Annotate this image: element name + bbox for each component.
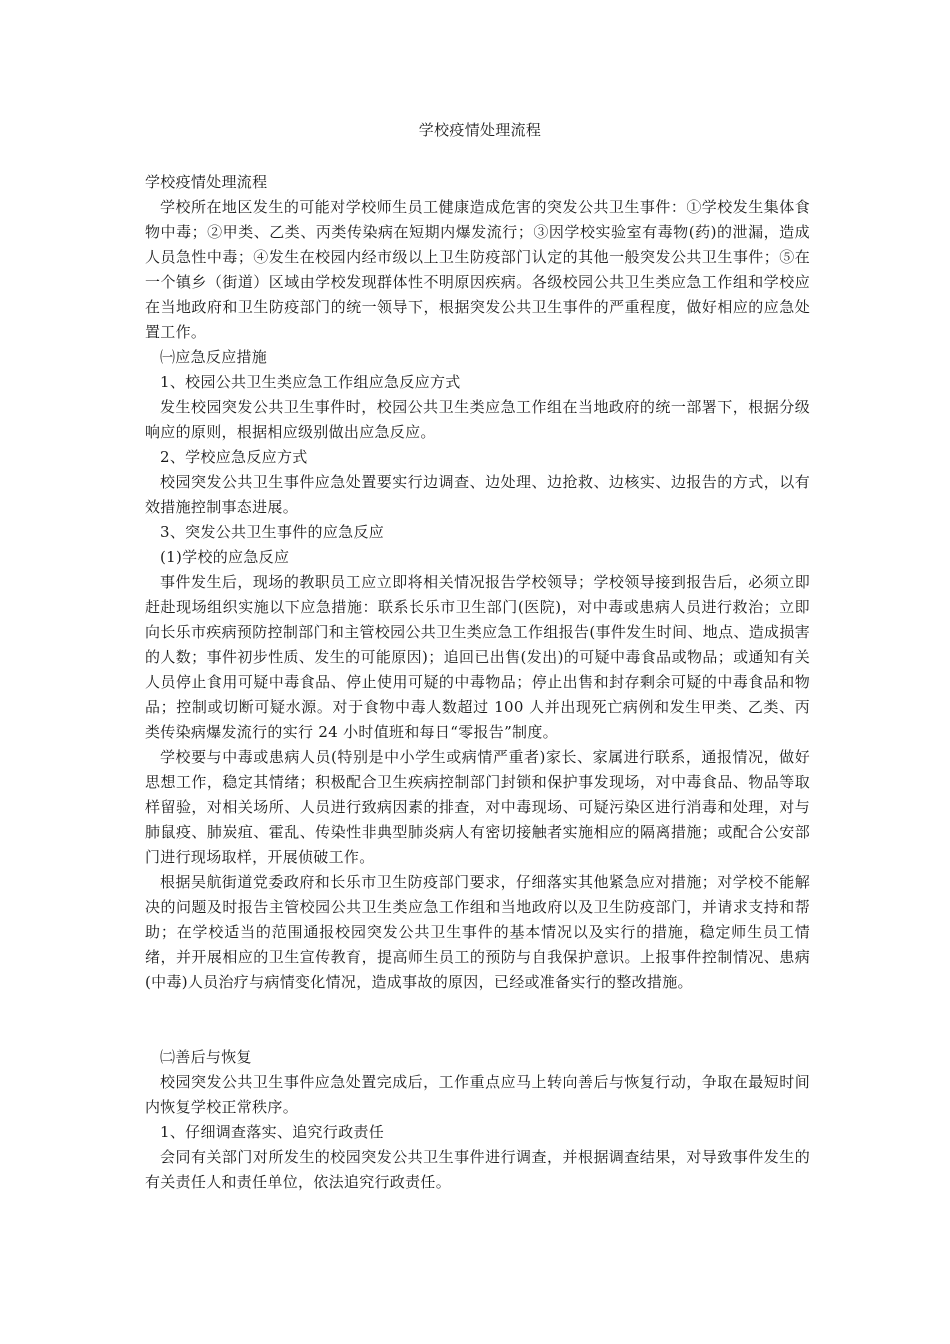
subsection-heading: 2、学校应急反应方式 bbox=[160, 448, 308, 466]
paragraph: 校园突发公共卫生事件应急处置完成后，工作重点应马上转向善后与恢复行动，争取在最短时间内恢复学校正常秩序。 bbox=[145, 1073, 810, 1116]
paragraph: 校园突发公共卫生事件应急处置要实行边调查、边处理、边抢救、边核实、边报告的方式，以有效措施控制事态进展。 bbox=[145, 473, 810, 516]
subsection-heading: 1、仔细调查落实、追究行政责任 bbox=[160, 1123, 385, 1141]
paragraph: 发生校园突发公共卫生事件时，校园公共卫生类应急工作组在当地政府的统一部署下，根据分级响应的原则，根据相应级别做出应急反应。 bbox=[145, 398, 810, 441]
paragraph: 事件发生后，现场的教职员工应立即将相关情况报告学校领导；学校领导接到报告后，必须立即赶赴现场组织实施以下应急措施：联系长乐市卫生部门(医院)，对中毒或患病人员进行救治；立即向长乐市疾病预防控制部门和主管校园公共卫生类应急工作组报告(事件发生时间、地点、造成损害的人数；事件初步性质、发生的可能原因)；追回已出售(发出)的可疑中毒食品或物品；或通知有关人员停止食用可疑中毒食品、停止使用可疑的中毒物品；停止出售和封存剩余可疑的中毒食品和物品；控制或切断可疑水源。对于食物中毒人数超过 100 人并出现死亡病例和发生甲类、乙类、丙类传染病爆发流行的实行 24 小时值班和每日“零报告”制度。 bbox=[145, 573, 810, 741]
section-heading: ㈡善后与恢复 bbox=[160, 1048, 252, 1066]
blank-spacer bbox=[145, 995, 810, 1045]
subsection-heading: (1)学校的应急反应 bbox=[160, 548, 290, 566]
paragraph: 学校要与中毒或患病人员(特别是中小学生或病情严重者)家长、家属进行联系，通报情况，做好思想工作，稳定其情绪；积极配合卫生疾病控制部门封锁和保护事发现场，对中毒食品、物品等取样留验，对相关场所、人员进行致病因素的排查，对中毒现场、可疑污染区进行消毒和处理，对与肺鼠疫、肺炭疽、霍乱、传染性非典型肺炎病人有密切接触者实施相应的隔离措施；或配合公安部门进行现场取样，开展侦破工作。 bbox=[145, 748, 810, 866]
section-heading: 学校疫情处理流程 bbox=[145, 173, 268, 191]
document-title: 学校疫情处理流程 bbox=[418, 121, 542, 139]
document-page bbox=[145, 118, 810, 1195]
subsection-heading: 1、校园公共卫生类应急工作组应急反应方式 bbox=[160, 373, 461, 391]
paragraph: 会同有关部门对所发生的校园突发公共卫生事件进行调查，并根据调查结果，对导致事件发生的有关责任人和责任单位，依法追究行政责任。 bbox=[145, 1148, 810, 1191]
section-heading: ㈠应急反应措施 bbox=[160, 348, 268, 366]
paragraph: 学校所在地区发生的可能对学校师生员工健康造成危害的突发公共卫生事件：①学校发生集体食物中毒；②甲类、乙类、丙类传染病在短期内爆发流行；③因学校实验室有毒物(药)的泄漏，造成人员急性中毒；④发生在校园内经市级以上卫生防疫部门认定的其他一般突发公共卫生事件；⑤在一个镇乡（街道）区域由学校发现群体性不明原因疾病。各级校园公共卫生类应急工作组和学校应在当地政府和卫生防疫部门的统一领导下，根据突发公共卫生事件的严重程度，做好相应的应急处置工作。 bbox=[145, 198, 810, 341]
subsection-heading: 3、突发公共卫生事件的应急反应 bbox=[160, 523, 385, 541]
paragraph: 根据吴航街道党委政府和长乐市卫生防疫部门要求，仔细落实其他紧急应对措施；对学校不能解决的问题及时报告主管校园公共卫生类应急工作组和当地政府以及卫生防疫部门，并请求支持和帮助；在学校适当的范围通报校园突发公共卫生事件的基本情况以及实行的措施，稳定师生员工情绪，并开展相应的卫生宣传教育，提高师生员工的预防与自我保护意识。上报事件控制情况、患病(中毒)人员治疗与病情变化情况，造成事故的原因，已经或准备实行的整改措施。 bbox=[145, 873, 810, 991]
